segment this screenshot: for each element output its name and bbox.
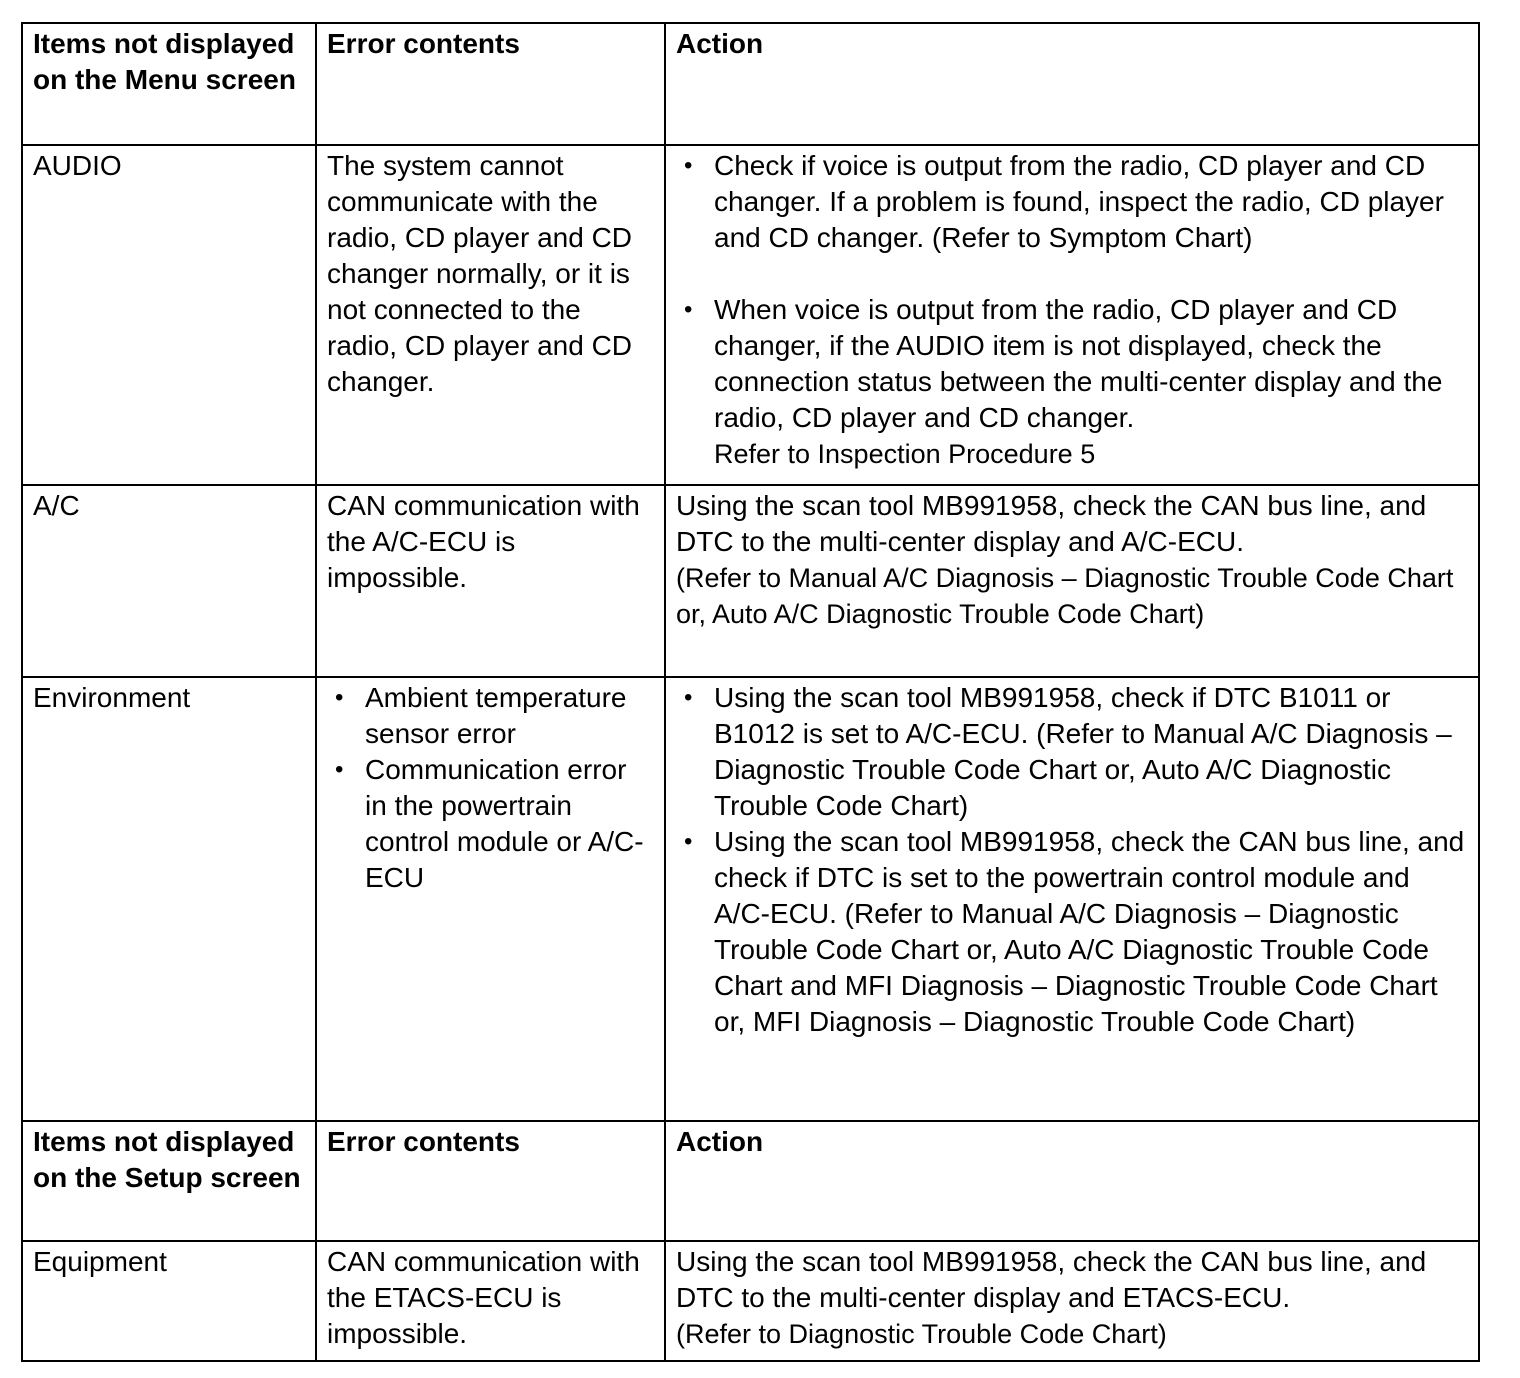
action-environment [665,677,1479,1121]
header-error-contents-setup: Error contents [316,1121,665,1241]
error-audio: The system cannot communicate with the radio, CD player and CD changer normally, or it is not connected to the radio, CD player and CD changer. [316,145,665,485]
list-item [714,292,1468,472]
list-item [714,148,1468,256]
action-audio-bullet-1: Check if voice is output from the radio, CD player and CD changer. If a problem is found, inspect the radio, CD player and CD changer. (Refer to Symptom Chart) [714,150,1444,253]
setup-header-row [22,1121,1479,1241]
header-action-setup: Action [665,1121,1479,1241]
error-environment-list [327,680,654,896]
error-ac: CAN communication with the A/C-ECU is impossible. [316,485,665,677]
item-environment: Environment [22,677,316,1121]
action-audio-list [676,148,1468,472]
list-item [365,752,654,896]
action-equipment-text: Using the scan tool MB991958, check the CAN bus line, and DTC to the multi-center display and ETACS-ECU. [676,1246,1427,1313]
error-environment-bullet-1: Ambient temperature sensor error [365,682,627,749]
error-environment [316,677,665,1121]
error-environment-bullet-2: Communication error in the powertrain control module or A/C-ECU [365,754,644,893]
menu-header-row [22,23,1479,145]
item-equipment: Equipment [22,1241,316,1361]
action-ac [665,485,1479,677]
header-items-not-displayed-menu: Items not displayed on the Menu screen [22,23,316,145]
action-ac-text: Using the scan tool MB991958, check the CAN bus line, and DTC to the multi-center display and A/C-ECU. [676,490,1427,557]
header-error-contents: Error contents [316,23,665,145]
table-row-ac [22,485,1479,677]
action-environment-bullet-2: Using the scan tool MB991958, check the CAN bus line, and check if DTC is set to the powertrain control module and A/C-ECU. (Refer to Manual A/C Diagnosis – Diagnostic Trouble Code Chart or, Auto A/C Diagnostic Trouble Code Chart and MFI Diagnosis – Diagnostic Trouble Code Chart or, MFI Diagnosis – Diagnostic Trouble Code Chart) [714,826,1465,1037]
action-audio-bullet-2: When voice is output from the radio, CD player and CD changer, if the AUDIO item is not displayed, check the connection status between the multi-center display and the radio, CD player and CD changer. [714,294,1443,433]
action-environment-bullet-1: Using the scan tool MB991958, check if DTC B1011 or B1012 is set to A/C-ECU. (Refer to Manual A/C Diagnosis – Diagnostic Trouble Code Chart or, Auto A/C Diagnostic Trouble Code Chart) [714,682,1452,821]
action-ac-reference: (Refer to Manual A/C Diagnosis – Diagnostic Trouble Code Chart or, Auto A/C Diagnostic Trouble Code Chart) [676,563,1454,629]
header-items-not-displayed-setup: Items not displayed on the Setup screen [22,1121,316,1241]
list-item [365,680,654,752]
diagnosis-table [21,22,1480,1362]
action-environment-list [676,680,1468,1040]
list-item [714,824,1468,1040]
table-row-environment [22,677,1479,1121]
item-ac: A/C [22,485,316,677]
list-item [714,680,1468,824]
action-audio-reference: Refer to Inspection Procedure 5 [714,439,1096,469]
header-action: Action [665,23,1479,145]
action-audio [665,145,1479,485]
table-row-equipment [22,1241,1479,1361]
error-equipment: CAN communication with the ETACS-ECU is impossible. [316,1241,665,1361]
item-audio: AUDIO [22,145,316,485]
table-row-audio [22,145,1479,485]
action-equipment-reference: (Refer to Diagnostic Trouble Code Chart) [676,1319,1167,1349]
action-equipment [665,1241,1479,1361]
